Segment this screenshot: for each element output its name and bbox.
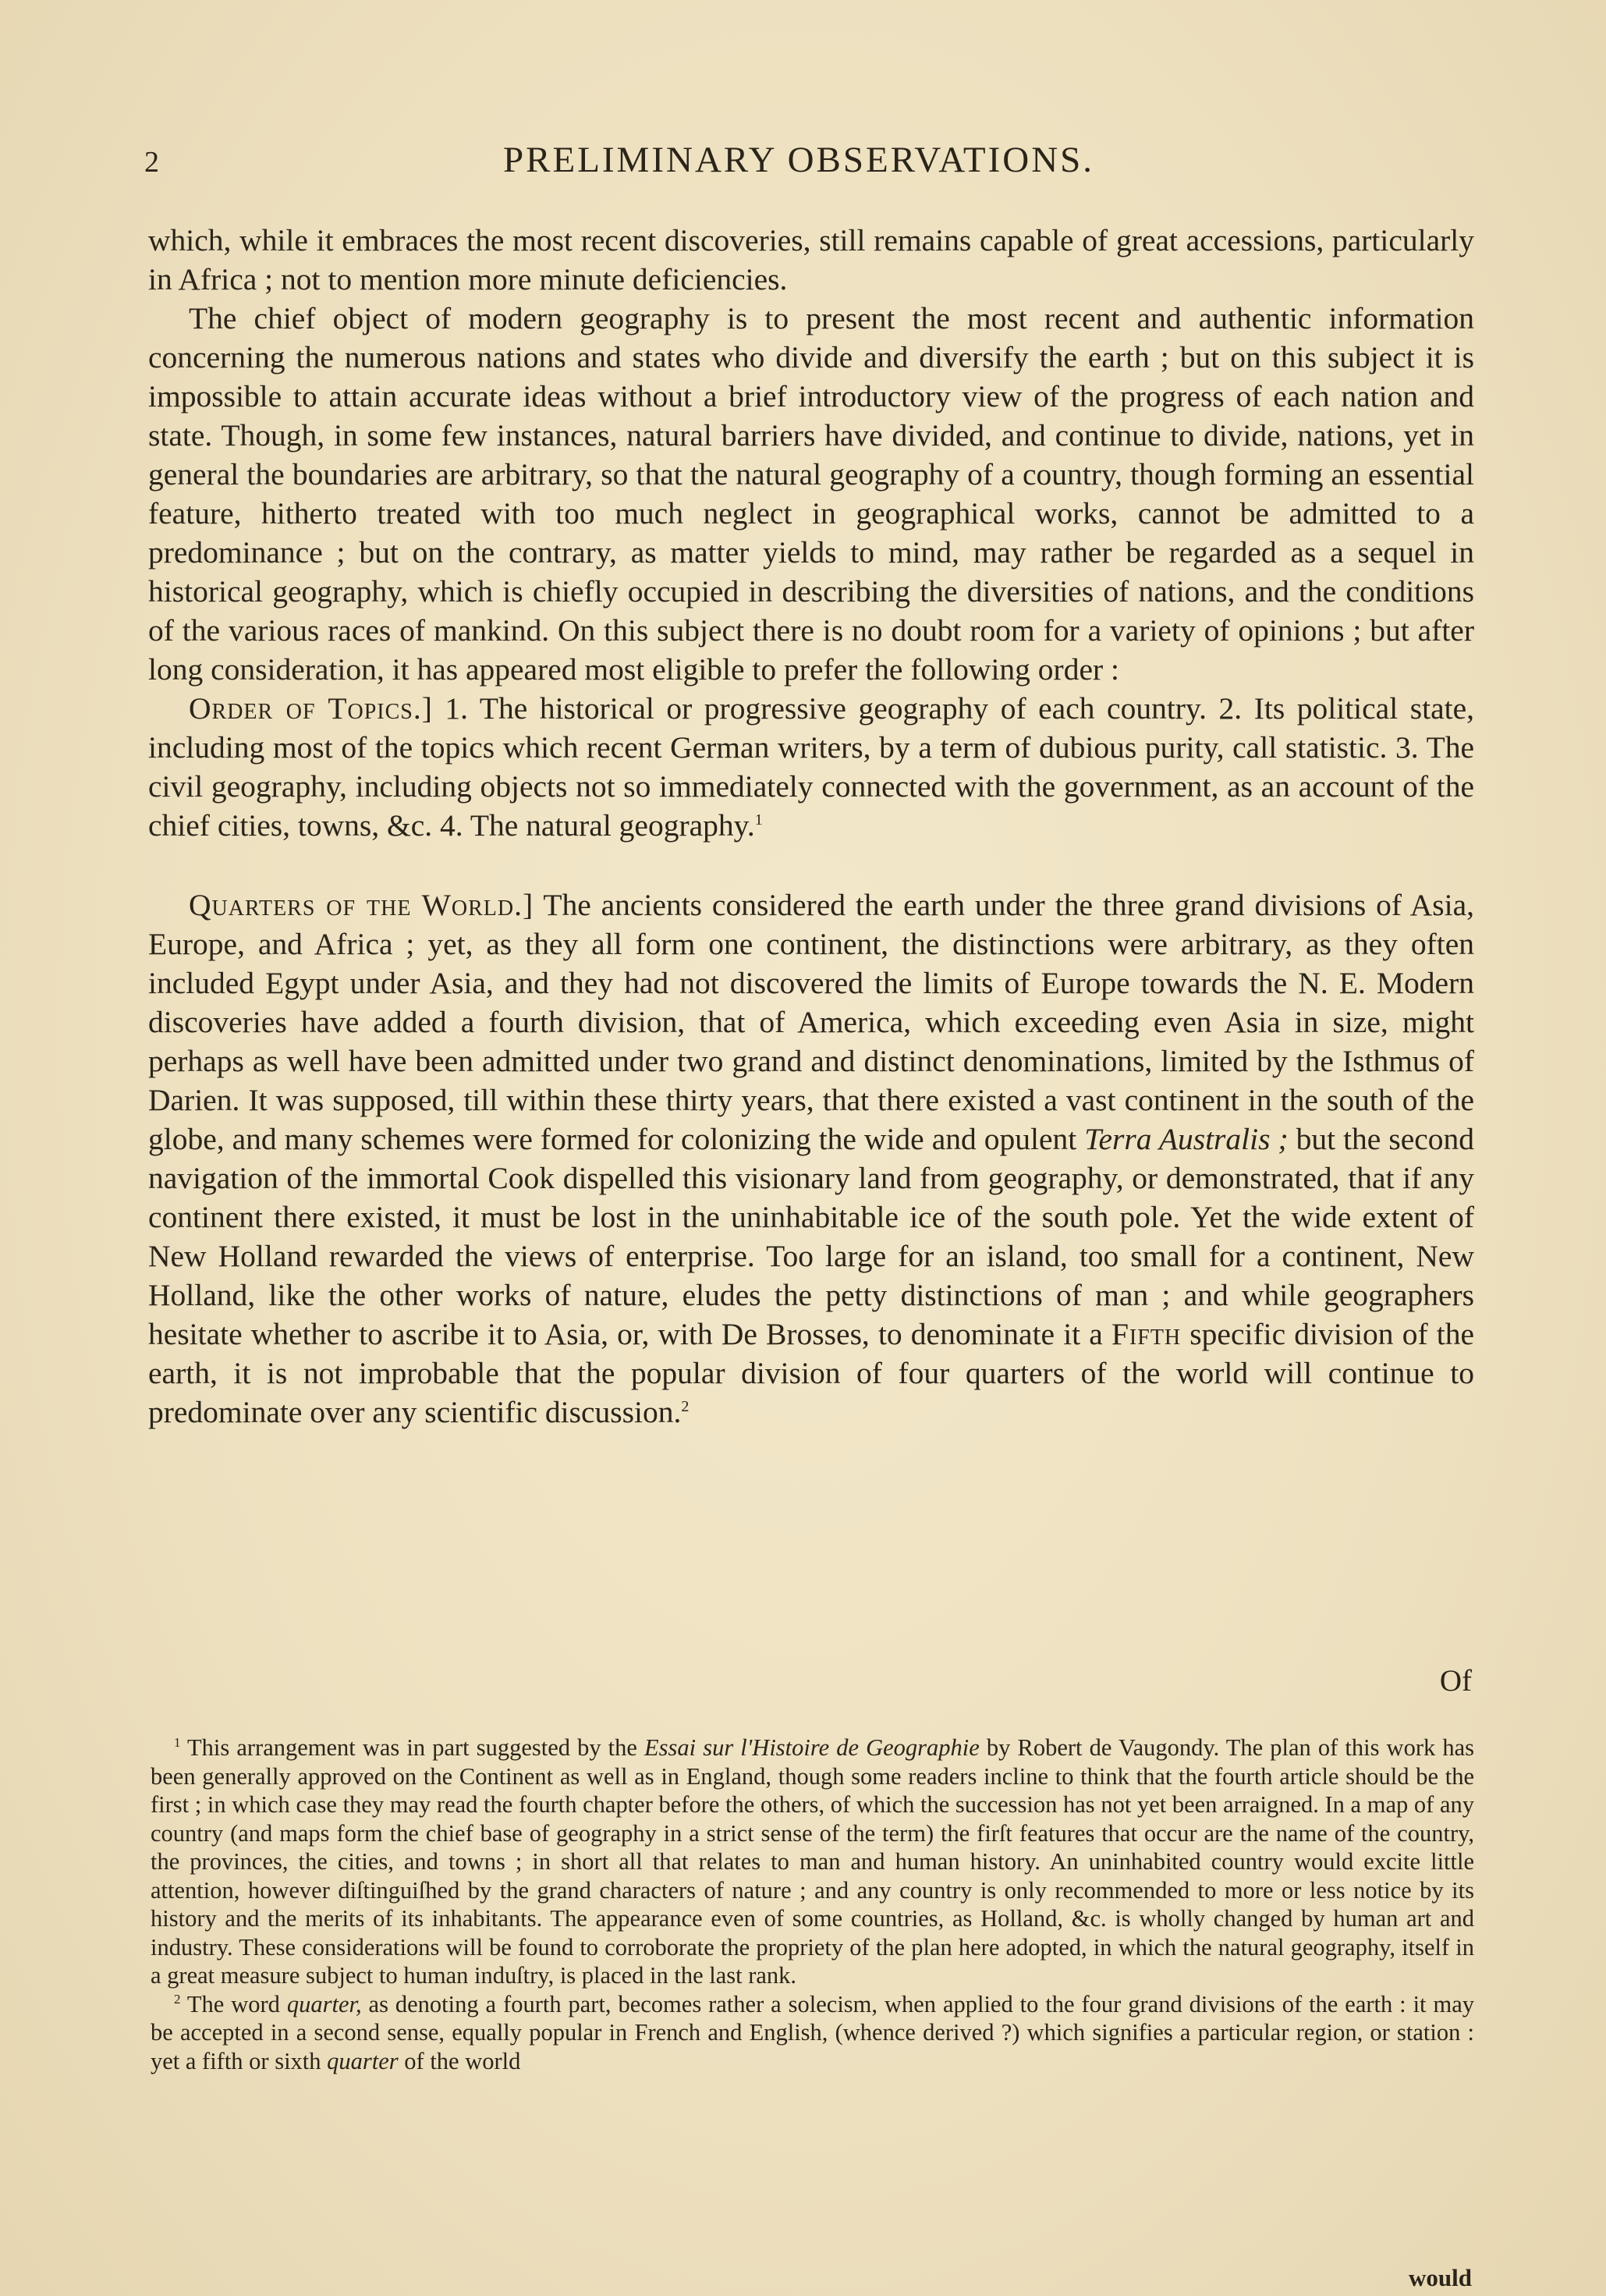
page-number: 2 — [144, 146, 159, 179]
footnote-2 — [151, 1990, 1474, 2076]
footnote-number-1: 1 — [174, 1734, 181, 1750]
footnote-2-text-c: of the world — [398, 2047, 521, 2074]
footnote-1-text-b: by Robert de Vaugondy. The plan of this work has been generally approved on the Continent as well as in England, though some readers incline to think that the fourth article should be the first ; in which case they may read the fourth chapter before the others, of which the succession has not yet been arraigned. In a map of any country (and maps form the chief base of geography in a strict sense of the term) the firſt features that occur are the name of the country, the provinces, the cities, and towns ; in short all that relates to man and human history. An uninhabited country would excite little attention, however diſtinguiſhed by the grand characters of nature ; and any country is only recommended to more or less notice by its history and the merits of its inhabitants. The appearance even of some countries, as Holland, &c. is wholly changed by human art and industry. These considerations will be found to corroborate the propriety of the plan here adopted, in which the natural geography, itself in a great measure subject to human induſtry, is placed in the last rank. — [151, 1734, 1474, 1989]
fifth-small-caps: Fifth — [1111, 1317, 1182, 1351]
footnote-1 — [151, 1734, 1474, 1990]
paragraph-1: which, while it embraces the most recent discoveries, still remains capable of great accessions, particularly in Africa ; not to mention more minute deficiencies. — [148, 223, 1474, 296]
paragraph-2: The chief object of modern geography is to present the most recent and authentic information concerning the numerous nations and states who divide and diversify the earth ; but on this subject it is impossible to attain accurate ideas without a brief introductory view of the progress of each nation and state. Though, in some few instances, natural barriers have divided, and continue to divide, nations, yet in general the boundaries are arbitrary, so that the natural geography of a country, though forming an essential feature, hitherto treated with too much neglect in geographical works, cannot be admitted to a predominance ; but on the contrary, as matter yields to mind, may rather be regarded as a sequel in historical geography, which is chiefly occupied in describing the diversities of nations, and the conditions of the various races of mankind. On this subject there is no doubt room for a variety of opinions ; but after long consideration, it has appeared most eligible to prefer the following order : — [148, 301, 1474, 687]
footnote-number-2: 2 — [174, 1991, 181, 2007]
footnote-ref-1[interactable]: 1 — [754, 811, 763, 829]
footnote-2-italic-quarter: quarter, — [286, 1990, 362, 2017]
paragraph-4-text-c: specific division of the earth, it is not improbable that the popular division of four quarters of the world will continue to predominate over any scientific discussion. — [148, 1317, 1474, 1429]
paragraph-4-text-a: The ancients considered the earth under the three grand divisions of Asia, Europe, and Africa ; yet, as they all form one continent, the distinctions were arbitrary, as they often included Egypt under Asia, and they had not discovered the limits of Europe towards the N. E. Modern discoveries have added a fourth division, that of America, which exceeding even Asia in size, might perhaps as well have been admitted under two grand and distinct denominations, limited by the Isthmus of Darien. It was supposed, till within these thirty years, that there existed a vast continent in the south of the globe, and many schemes were formed for colonizing the wide and opulent — [148, 888, 1474, 1156]
paragraph-4 — [148, 885, 1474, 1432]
catchword: Of — [1439, 1664, 1472, 1698]
footnote-2-italic-quarter-2: quarter — [327, 2047, 399, 2074]
footnote-1-text-a: This arrangement was in part suggested by the — [180, 1734, 645, 1761]
page-header — [144, 139, 1470, 186]
footnote-2-text-b: as denoting a fourth part, becomes rather a solecism, when applied to the four grand divisions of the earth : it may be accepted in a second sense, equally popular in French and English, (whence derived ?) which signifies a particular region, or station : yet a fifth or sixth — [151, 1990, 1474, 2074]
footnote-catchword: would — [1409, 2264, 1472, 2291]
main-text — [148, 221, 1474, 1432]
side-heading-order-of-topics: Order of Topics.] — [189, 691, 433, 726]
paragraph-4-text-b: but the second navigation of the immortal Cook dispelled this visionary land from geography, or demonstrated, that if any continent there existed, it must be lost in the uninhabitable ice of the south pole. Yet the wide extent of New Holland rewarded the views of enterprise. Too large for an island, too small for a continent, New Holland, like the other works of nature, eludes the petty distinctions of man ; and while geographers hesitate whether to ascribe it to Asia, or, with De Brosses, to denominate it a — [148, 1122, 1475, 1351]
paragraph-3-text: 1. The historical or progressive geography of each country. 2. Its political state, including most of the topics which recent German writers, by a term of dubious purity, call statistic. 3. The civil geography, including objects not so immediately connected with the government, as an account of the chief cities, towns, &c. 4. The natural geography. — [148, 691, 1474, 843]
terra-australis: Terra Australis ; — [1084, 1122, 1289, 1156]
footnote-ref-2[interactable]: 2 — [681, 1397, 690, 1415]
paragraph-3 — [148, 689, 1474, 845]
side-heading-quarters-of-the-world: Quarters of the World.] — [189, 888, 534, 922]
footnotes — [151, 1734, 1474, 2075]
running-head: PRELIMINARY OBSERVATIONS. — [503, 140, 1095, 180]
footnote-1-title: Essai sur l'Histoire de Geographie — [644, 1734, 980, 1761]
footnote-2-text-a: The word — [180, 1990, 287, 2017]
